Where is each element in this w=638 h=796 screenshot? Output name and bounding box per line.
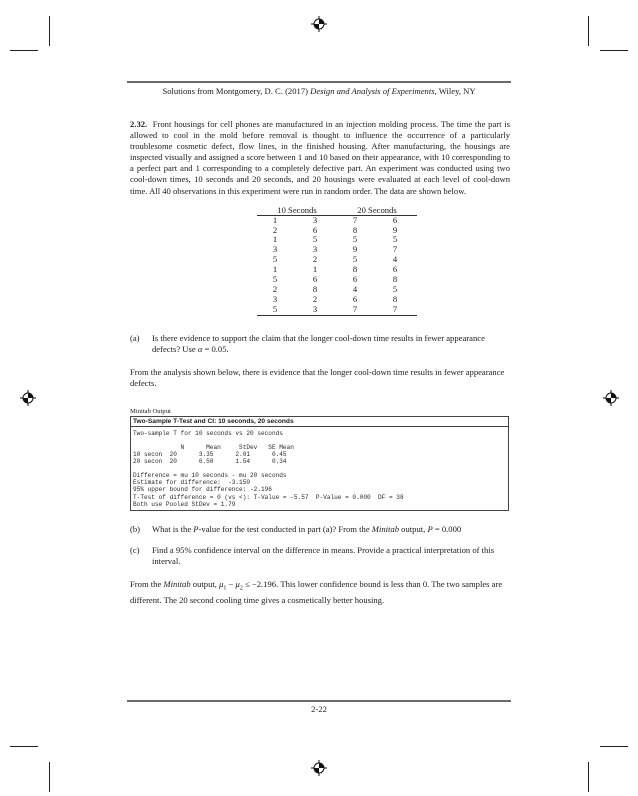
table-cell: 2 xyxy=(272,224,278,235)
table-row xyxy=(257,215,417,225)
crop-mark xyxy=(10,746,38,747)
running-header xyxy=(127,86,511,96)
data-table xyxy=(257,205,417,316)
minitab-output-label: Minitab Output xyxy=(130,408,171,416)
table-cell: 5 xyxy=(392,284,398,294)
crop-mark xyxy=(49,762,50,792)
page-content xyxy=(130,119,510,606)
crop-mark xyxy=(588,16,589,46)
minitab-word: Minitab xyxy=(163,578,191,589)
part-c-label: (c) xyxy=(130,544,140,555)
table-cell: 8 xyxy=(392,274,398,285)
table-cell: 5 xyxy=(352,234,358,245)
table-cell: 9 xyxy=(392,224,398,235)
problem-number: 2.32. xyxy=(130,119,148,129)
table-cell: 6 xyxy=(312,274,318,285)
registration-mark-icon xyxy=(311,16,327,32)
table-cell: 6 xyxy=(392,264,398,275)
table-cell: 1 xyxy=(272,214,278,225)
footer-rule xyxy=(127,700,511,702)
table-header-20-seconds: 20 Seconds xyxy=(337,205,417,216)
crop-mark xyxy=(10,50,38,51)
crop-mark xyxy=(588,762,589,792)
mu-symbol: μ xyxy=(235,578,240,589)
table-cell: 5 xyxy=(272,254,278,265)
crop-mark xyxy=(600,746,628,747)
part-c-answer-text-1: From the xyxy=(130,578,164,589)
part-b-text-3: output, xyxy=(399,523,428,534)
crop-mark xyxy=(49,16,50,46)
table-cell: 1 xyxy=(272,234,278,245)
part-c-question-text: Find a 95% confidence interval on the difference in means. Provide a practical interpretation of this interval. xyxy=(152,544,495,566)
table-cell: 9 xyxy=(352,244,358,255)
problem-text: Front housings for cell phones are manufactured in an injection molding process. The time the part is allowed to cool in the mold before removal is thought to influence the occurrence of a particularly troublesome cosmetic defect, flow lines, in the finished housing. After manufacturing, the housings are inspected visually and assigned a score between 1 and 10 based on their appearance, with 10 corresponding to a perfect part and 1 corresponding to a completely defective part. An experiment was conducted using two cool-down times, 10 seconds and 20 seconds, and 20 housings were evaluated at each level of cool-down time. All 40 observations in this experiment were run in random order. The data are shown below. xyxy=(130,119,510,196)
part-a-question-text: Is there evidence to support the claim that the longer cool-down time results in fewer appearance defects? Use xyxy=(152,332,485,354)
table-cell: 1 xyxy=(312,264,318,275)
table-cell: 6 xyxy=(312,224,318,235)
table-cell: 3 xyxy=(293,305,337,315)
table-cell: 5 xyxy=(272,274,278,285)
part-b-label: (b) xyxy=(130,523,141,534)
header-rule xyxy=(127,81,511,83)
table-cell: 1 xyxy=(272,264,278,275)
registration-mark-icon xyxy=(311,760,327,776)
crop-mark xyxy=(600,50,628,51)
minus-sign: − xyxy=(226,578,236,589)
table-cell: 6 xyxy=(392,214,398,225)
table-cell: 7 xyxy=(352,214,358,225)
table-cell: 2 xyxy=(272,284,278,294)
header-book-title: Design and Analysis of Experiments xyxy=(310,86,435,96)
table-cell: 5 xyxy=(352,254,358,265)
part-c-question xyxy=(130,545,510,567)
table-cell: 6 xyxy=(352,274,358,285)
header-suffix: , Wiley, NY xyxy=(434,86,476,96)
part-c-answer-text-3: . This lower confidence bound is less than 0. The two samples are different. The 20 second cooling time gives a cosmetically better housing. xyxy=(130,578,503,605)
minitab-output-body: Two-sample T for 10 seconds vs 20 seconds N Mean StDev SE Mean 10 secon 20 3.35 2.01 0.45 20 secon 20 6.50 1.54 0.34 Difference = mu 10 seconds - mu 20 seconds Estimate for difference: -3.150 95% upper bound for difference: -2.196 T-Test of difference = 0 (vs <): T-Value = -5.57 P-Value = 0.000 DF = 38 Both use Pooled StDev = 1.79 xyxy=(133,430,404,508)
mu-symbol: μ xyxy=(219,578,224,589)
table-cell: 3 xyxy=(272,293,278,304)
table-cell: 7 xyxy=(337,305,373,315)
table-cell: 3 xyxy=(312,214,318,225)
part-b-text-2: -value for the test conducted in part (a)? From the xyxy=(198,523,372,534)
header-prefix: Solutions from Montgomery, D. C. (2017) xyxy=(162,86,311,96)
table-cell: 5 xyxy=(392,234,398,245)
registration-mark-icon xyxy=(20,390,36,406)
part-b-answer: = 0.000 xyxy=(432,523,462,534)
alpha-value: = 0.05. xyxy=(202,343,229,354)
bound-value: ≤ −2.196 xyxy=(242,578,277,589)
table-cell: 2 xyxy=(312,254,318,265)
table-cell: 7 xyxy=(373,305,417,315)
part-c-answer xyxy=(130,579,510,606)
table-cell: 6 xyxy=(352,293,358,304)
subscript-2: 2 xyxy=(239,585,243,592)
table-cell: 8 xyxy=(352,264,358,275)
table-header-10-seconds: 10 Seconds xyxy=(257,205,337,216)
table-cell: 8 xyxy=(312,284,318,294)
part-a-question xyxy=(130,333,510,355)
p-symbol: P xyxy=(193,523,199,534)
table-cell: 3 xyxy=(312,244,318,255)
table-cell: 3 xyxy=(272,244,278,255)
subscript-1: 1 xyxy=(223,585,227,592)
table-cell: 8 xyxy=(392,293,398,304)
table-cell: 7 xyxy=(392,244,398,255)
p-symbol: P xyxy=(427,523,433,534)
part-c-answer-text-2: output, xyxy=(190,578,220,589)
table-cell: 5 xyxy=(312,234,318,245)
table-body xyxy=(257,215,417,315)
table-cell: 2 xyxy=(312,293,318,304)
page-number: 2-22 xyxy=(311,704,327,714)
table-cell: 8 xyxy=(352,224,358,235)
minitab-output-title: Two-Sample T-Test and CI: 10 seconds, 20 seconds xyxy=(131,417,508,427)
problem-statement xyxy=(130,119,510,197)
minitab-word: Minitab xyxy=(371,523,400,534)
part-b-text-1: What is the xyxy=(152,523,194,534)
part-b-question xyxy=(130,524,510,535)
registration-mark-icon xyxy=(603,390,619,406)
table-cell: 4 xyxy=(352,284,358,294)
part-a-answer: From the analysis shown below, there is evidence that the longer cool-down time results in fewer appearance defects. xyxy=(130,366,505,388)
table-cell: 4 xyxy=(392,254,398,265)
part-a-label: (a) xyxy=(130,332,140,343)
minitab-output-box xyxy=(130,416,509,511)
table-cell: 5 xyxy=(257,305,293,315)
alpha-symbol: α xyxy=(197,343,203,354)
table-row xyxy=(257,305,417,315)
